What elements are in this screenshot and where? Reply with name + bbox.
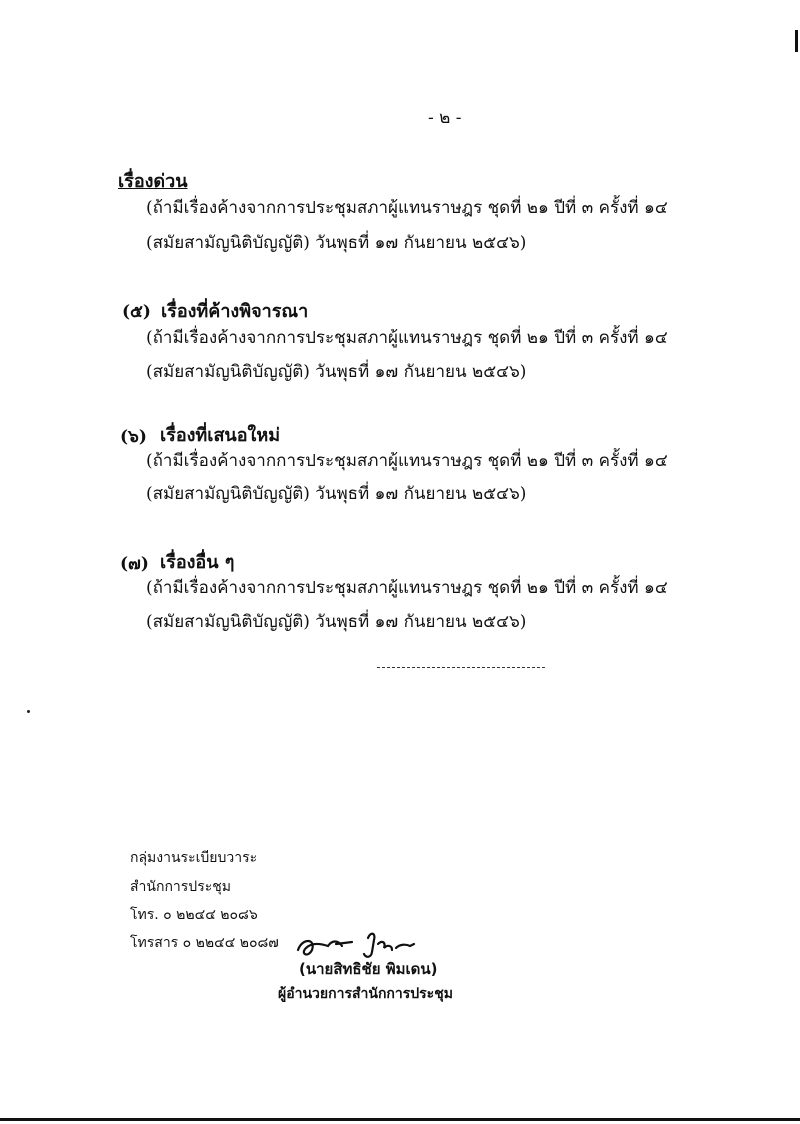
section-other-line2: (สมัยสามัญนิติบัญญัติ) วันพุธที่ ๑๗ กันยายน ๒๕๔๖) (146, 612, 527, 632)
section-new-line2: (สมัยสามัญนิติบัญญัติ) วันพุธที่ ๑๗ กันยายน ๒๕๔๖) (146, 484, 527, 504)
scan-bottom-edge (0, 1118, 800, 1121)
section-urgent-line2: (สมัยสามัญนิติบัญญัติ) วันพุธที่ ๑๗ กันยายน ๒๕๔๖) (146, 233, 527, 253)
section-title-urgent: เรื่องด่วน (118, 171, 188, 192)
section-new-line1: (ถ้ามีเรื่องค้างจากการประชุมสภาผู้แทนราษฎร ชุดที่ ๒๑ ปีที่ ๓ ครั้งที่ ๑๔ (146, 451, 668, 471)
scan-edge-mark (795, 30, 798, 52)
section-urgent-line1: (ถ้ามีเรื่องค้างจากการประชุมสภาผู้แทนราษฎร ชุดที่ ๒๑ ปีที่ ๓ ครั้งที่ ๑๔ (146, 198, 668, 218)
footer-phone: โทร. ๐ ๒๒๔๔ ๒๐๘๖ (130, 907, 258, 923)
footer-fax: โทรสาร ๐ ๒๒๔๔ ๒๐๘๗ (130, 935, 279, 951)
signatory-name: (นายสิทธิชัย พิมเดน) (299, 960, 438, 978)
section-title-other: เรื่องอื่น ๆ (160, 552, 235, 573)
scan-speck (27, 710, 30, 713)
signatory-title: ผู้อำนวยการสำนักการประชุม (278, 986, 453, 1002)
section-number-5: (๕) (122, 302, 151, 322)
page-number: - ๒ - (428, 108, 462, 128)
footer-office: สำนักการประชุม (130, 879, 231, 895)
section-divider (377, 667, 545, 668)
section-pending-line1: (ถ้ามีเรื่องค้างจากการประชุมสภาผู้แทนราษฎร ชุดที่ ๒๑ ปีที่ ๓ ครั้งที่ ๑๔ (146, 328, 668, 348)
section-number-6: (๖) (120, 427, 147, 447)
section-number-7: (๗) (120, 554, 149, 574)
section-pending-line2: (สมัยสามัญนิติบัญญัติ) วันพุธที่ ๑๗ กันยายน ๒๕๔๖) (146, 362, 527, 382)
section-other-line1: (ถ้ามีเรื่องค้างจากการประชุมสภาผู้แทนราษฎร ชุดที่ ๒๑ ปีที่ ๓ ครั้งที่ ๑๔ (146, 578, 668, 598)
section-title-new: เรื่องที่เสนอใหม่ (160, 425, 281, 446)
section-title-pending: เรื่องที่ค้างพิจารณา (161, 301, 309, 322)
footer-department: กลุ่มงานระเบียบวาระ (130, 850, 258, 866)
